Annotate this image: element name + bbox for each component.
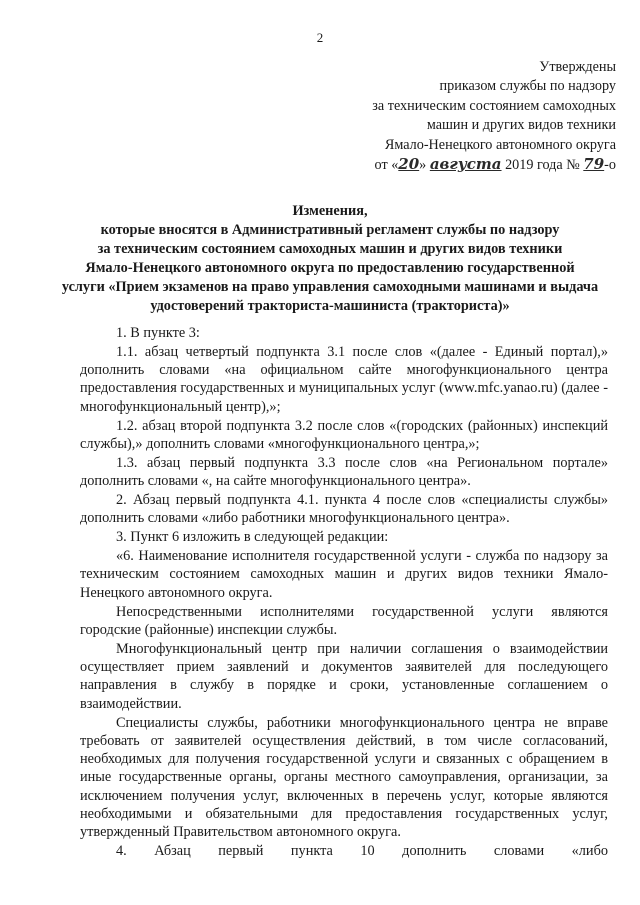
paragraph: 2. Абзац первый подпункта 4.1. пункта 4 после слов «специалисты службы» дополнить словами «либо работники многофункционального центра». [80,492,608,527]
year-part: 2019 года № [501,157,584,174]
paragraph: 1.1. абзац четвертый подпункта 3.1 после слов «(далее - Единый портал),» дополнить словами «на официальном сайте многофункционального центра предоставления государственных и муниципальных услуг (www.mfc.yanao.ru) (далее - многофункциональный центр),»; [80,343,608,415]
approval-block [286,58,616,175]
paragraph: Непосредственными исполнителями государственной услуги являются городские (районные) инспекции службы. [80,603,608,638]
approval-line: приказом службы по надзору [439,78,616,95]
approval-line: Ямало-Ненецкого автономного округа [384,136,616,153]
approval-date-line [286,155,616,175]
title-line: за техническим состоянием самоходных машин и других видов техники [97,241,563,257]
approval-line: за техническим состоянием самоходных [372,97,616,114]
handwritten-number: 79 [583,155,605,174]
page-number: 2 [316,30,324,45]
date-mid: » [419,157,430,174]
paragraph: 1. В пункте 3: [116,325,200,341]
handwritten-day: 20 [398,155,420,174]
number-suffix: -о [604,157,616,174]
paragraph: 3. Пункт 6 изложить в следующей редакции: [116,529,389,546]
paragraph: 1.3. абзац первый подпункта 3.3 после слов «на Региональном портале» дополнить словами «, на сайте многофункционального центра». [80,454,608,490]
title-line: которые вносятся в Административный регламент службы по надзору [100,222,560,238]
approval-line: машин и других видов техники [426,117,616,134]
paragraph: Специалисты службы, работники многофункционального центра не вправе требовать от заявителей осуществления действий, в том числе согласований, необходимых для получения государственной услуги и связанных с обращением в иные государственные органы, органы местного самоуправления, организации, за исключением получения услуг, включенных в перечень услуг, которые являются необходимыми и обязательными для предоставления государственных услуг, утвержденный Правительством автономного округа. [80,714,608,841]
title-line: удостоверений тракториста-машиниста (тракториста)» [150,298,510,314]
approval-line: Утверждены [539,59,616,75]
title-line: Ямало-Ненецкого автономного округа по предоставлению государственной [85,260,575,276]
title-line: услуги «Прием экзаменов на право управления самоходными машинами и выдача [61,279,599,295]
title-line: Изменения, [292,203,368,219]
paragraph: Многофункциональный центр при наличии соглашения о взаимодействии осуществляет прием заявлений и документов заявителей для последующего направления в службу в порядке и сроки, установленные соглашением о взаимодействии. [80,640,608,712]
document-body [80,324,608,861]
document-title [60,202,600,316]
handwritten-month: августа [429,155,502,174]
paragraph: 4. Абзац первый пункта 10 дополнить словами «либо [116,843,608,860]
paragraph: 1.2. абзац второй подпункта 3.2 после слов «(городских (районных) инспекций службы),» дополнить словами «многофункционального центра,»; [80,417,608,452]
date-prefix: от « [374,157,399,174]
paragraph: «6. Наименование исполнителя государственной услуги - служба по надзору за техническим состоянием самоходных машин и других видов техники Ямало-Ненецкого автономного округа. [80,548,608,601]
